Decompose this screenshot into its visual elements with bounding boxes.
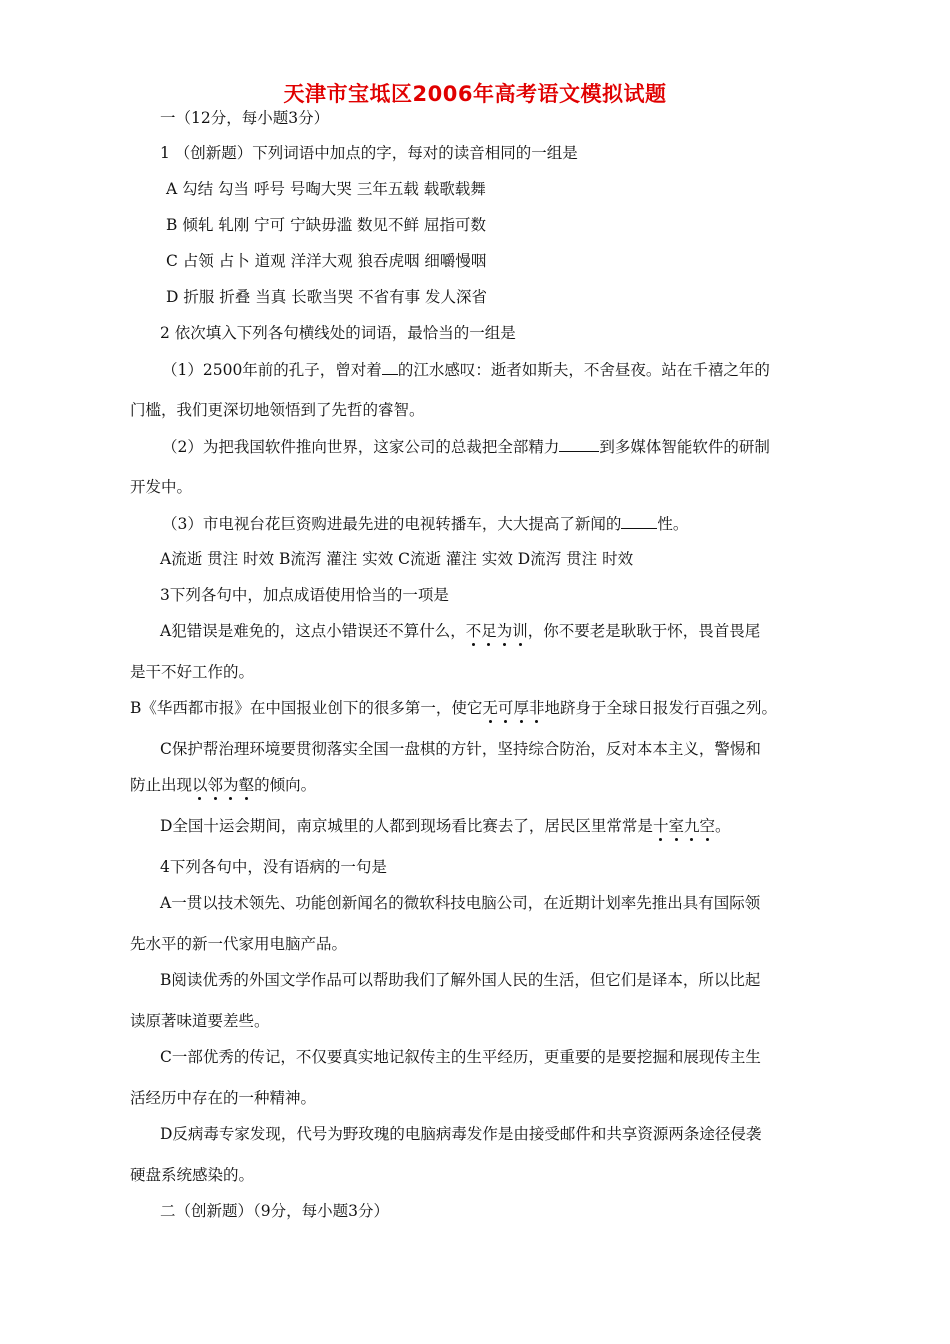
dotted-idiom: 十室九空 <box>652 817 715 835</box>
q4-option-a-cont: 先水平的新一代家用电脑产品。 <box>130 935 348 953</box>
q4-option-a: A一贯以技术领先、功能创新闻名的微软科技电脑公司，在近期计划率先推出具有国际领 <box>160 894 761 912</box>
dotted-idiom: 无可厚非 <box>482 699 545 717</box>
fill-blank <box>621 513 657 529</box>
q4-option-b: B阅读优秀的外国文学作品可以帮助我们了解外国人民的生活，但它们是译本，所以比起 <box>160 971 761 989</box>
q4-option-d-cont: 硬盘系统感染的。 <box>130 1166 255 1184</box>
q4-stem: 4下列各句中，没有语病的一句是 <box>160 858 387 876</box>
q2-choices: A流逝 贯注 时效 B流泻 灌注 实效 C流逝 灌注 实效 D流泻 贯注 时效 <box>160 550 634 568</box>
dotted-idiom: 以邻为壑 <box>192 776 255 794</box>
fill-blank <box>559 436 599 452</box>
q3-option-b: B《华西都市报》在中国报业创下的很多第一，使它无可厚非地跻身于全球日报发行百强之列。 <box>130 699 777 717</box>
section-1-header: 一（12分，每小题3分） <box>160 109 330 127</box>
q4-option-c: C一部优秀的传记，不仅要真实地记叙传主的生平经历，更重要的是要挖掘和展现传主生 <box>160 1048 761 1066</box>
q3-option-a: A犯错误是难免的，这点小错误还不算什么，不足为训，你不要老是耿耿于怀，畏首畏尾 <box>160 622 761 640</box>
q2-sentence-3: （3）市电视台花巨资购进最先进的电视转播车，大大提高了新闻的 性。 <box>162 515 689 533</box>
q4-option-b-cont: 读原著味道要差些。 <box>130 1012 270 1030</box>
q2-sentence-1-cont: 门槛，我们更深切地领悟到了先哲的睿智。 <box>130 401 425 419</box>
q3-option-c: C保护帮治理环境要贯彻落实全国一盘棋的方针，坚持综合防治，反对本本主义，警惕和 <box>160 740 761 758</box>
document-title: 天津市宝坻区2006年高考语文模拟试题 <box>283 82 667 106</box>
q2-sentence-2-cont: 开发中。 <box>130 478 193 496</box>
q3-option-a-cont: 是干不好工作的。 <box>130 663 255 681</box>
q1-option-d: D 折服 折叠 当真 长歌当哭 不省有事 发人深省 <box>166 288 487 306</box>
q4-option-c-cont: 活经历中存在的一种精神。 <box>130 1089 317 1107</box>
q1-option-a: A 勾结 勾当 呼号 号啕大哭 三年五载 载歌载舞 <box>166 180 486 198</box>
q4-option-d: D反病毒专家发现，代号为野玫瑰的电脑病毒发作是由接受邮件和共享资源两条途径侵袭 <box>160 1125 762 1143</box>
q2-sentence-1: （1）2500年前的孔子，曾对着 的江水感叹：逝者如斯夫，不舍昼夜。站在千禧之年的 <box>162 361 770 379</box>
q2-stem: 2 依次填入下列各句横线处的词语，最恰当的一组是 <box>160 324 516 342</box>
section-2-header: 二（创新题）（9分，每小题3分） <box>160 1202 389 1220</box>
q1-option-c: C 占领 占卜 道观 洋洋大观 狼吞虎咽 细嚼慢咽 <box>166 252 487 270</box>
q1-option-b: B 倾轧 轧刚 宁可 宁缺毋滥 数见不鲜 屈指可数 <box>166 216 486 234</box>
q3-stem: 3下列各句中，加点成语使用恰当的一项是 <box>160 586 449 604</box>
q3-option-c-cont: 防止出现以邻为壑的倾向。 <box>130 776 317 794</box>
q2-sentence-2: （2）为把我国软件推向世界，这家公司的总裁把全部精力 到多媒体智能软件的研制 <box>162 438 770 456</box>
dotted-idiom: 不足为训 <box>465 622 528 640</box>
q3-option-d: D全国十运会期间，南京城里的人都到现场看比赛去了，居民区里常常是十室九空。 <box>160 817 731 835</box>
q1-stem: 1 （创新题）下列词语中加点的字，每对的读音相同的一组是 <box>160 144 578 162</box>
fill-blank <box>382 359 398 375</box>
